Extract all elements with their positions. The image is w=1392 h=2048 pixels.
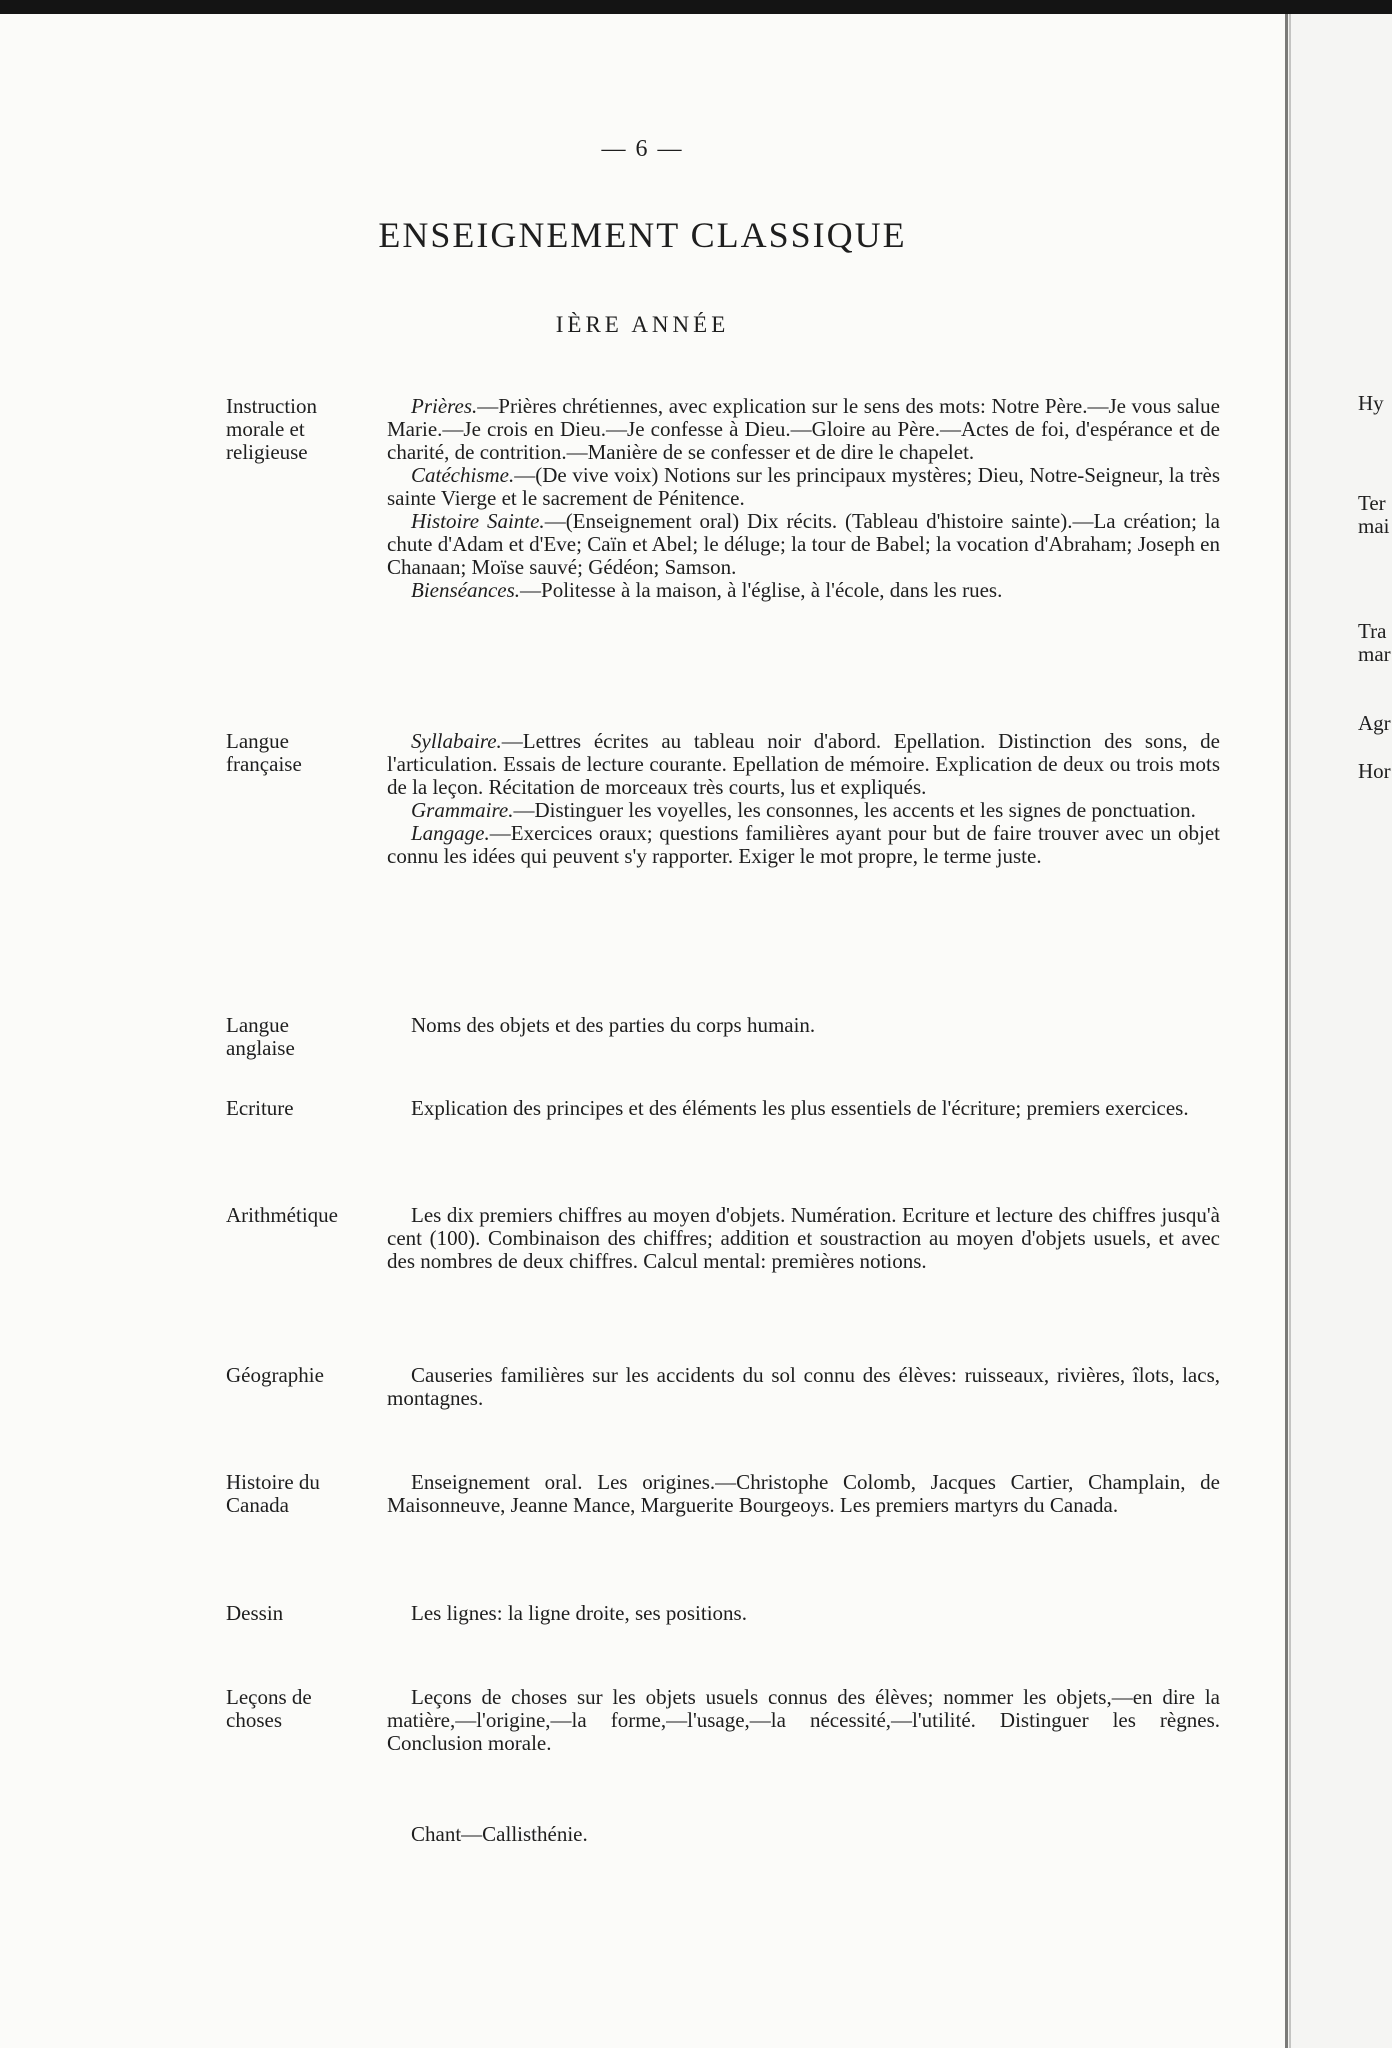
subject-body bbox=[387, 395, 1220, 602]
subject-body bbox=[387, 1097, 1220, 1120]
edge-word: Hy bbox=[1358, 391, 1384, 415]
paragraph-text: —Distinguer les voyelles, les consonnes, les accents et les signes de ponctuation. bbox=[513, 798, 1196, 822]
paragraph bbox=[387, 1823, 1220, 1846]
paragraph bbox=[387, 1364, 1220, 1410]
subject-body bbox=[387, 1014, 1220, 1037]
paragraph bbox=[387, 1686, 1220, 1755]
subject-name: Géographie bbox=[226, 1363, 324, 1387]
paragraph bbox=[387, 1014, 1220, 1037]
subject-name: Leçons de choses bbox=[226, 1685, 312, 1732]
paragraph-text: Enseignement oral. Les origines.—Christophe Colomb, Jacques Cartier, Champlain, de Maisonneuve, Jeanne Mance, Marguerite Bourgeoys. Les premiers martyrs du Canada. bbox=[387, 1470, 1220, 1517]
paragraph-text: Les lignes: la ligne droite, ses positions. bbox=[411, 1601, 747, 1625]
edge-word: Agr bbox=[1358, 711, 1391, 735]
paragraph bbox=[387, 822, 1220, 868]
paragraph-text: Explication des principes et des éléments les plus essentiels de l'écriture; premiers exercices. bbox=[411, 1096, 1189, 1120]
subject-body bbox=[387, 730, 1220, 868]
paragraph-lead: Langage. bbox=[411, 821, 490, 845]
subject-name: Dessin bbox=[226, 1601, 284, 1625]
paragraph bbox=[387, 1204, 1220, 1273]
subject-body bbox=[387, 1823, 1220, 1846]
subject-name: Arithmétique bbox=[226, 1203, 338, 1227]
document-page bbox=[0, 14, 1285, 2048]
subject-name: Langue française bbox=[226, 729, 302, 776]
paragraph-text: Les dix premiers chiffres au moyen d'objets. Numération. Ecriture et lecture des chiffres jusqu'à cent (100). Combinaison des chiffres; addition et soustraction au moyen d'objets usuels, et avec des nombres de deux chiffres. Calcul mental: premières notions. bbox=[387, 1203, 1220, 1273]
paragraph-text: Chant—Callisthénie. bbox=[411, 1822, 588, 1846]
paragraph-lead: Bienséances. bbox=[411, 578, 521, 602]
edge-word: Hor bbox=[1358, 759, 1391, 783]
paragraph-text: Causeries familières sur les accidents du sol connu des élèves: ruisseaux, rivières, îlots, lacs, montagnes. bbox=[387, 1363, 1220, 1410]
paragraph-text: —Politesse à la maison, à l'église, à l'école, dans les rues. bbox=[520, 578, 1003, 602]
paragraph bbox=[387, 395, 1220, 464]
scan-top-border bbox=[0, 0, 1392, 14]
paragraph-lead: Catéchisme. bbox=[411, 463, 515, 487]
paragraph bbox=[387, 510, 1220, 579]
paragraph-text: —(De vive voix) Notions sur les principaux mystères; Dieu, Notre-Seigneur, la très sainte Vierge et le sacrement de Pénitence. bbox=[387, 463, 1220, 510]
paragraph bbox=[387, 730, 1220, 799]
subject-name: Langue anglaise bbox=[226, 1013, 295, 1060]
paragraph-lead: Syllabaire. bbox=[411, 729, 502, 753]
subject-body bbox=[387, 1471, 1220, 1517]
next-page-edge bbox=[1291, 14, 1392, 2048]
page-gutter bbox=[1285, 14, 1288, 2048]
paragraph bbox=[387, 1602, 1220, 1625]
edge-word: Tra mar bbox=[1358, 619, 1391, 666]
paragraph-lead: Histoire Sainte. bbox=[411, 509, 545, 533]
paragraph bbox=[387, 799, 1220, 822]
subject-body bbox=[387, 1686, 1220, 1755]
subject-name: Histoire du Canada bbox=[226, 1470, 320, 1517]
paragraph-text: —Prières chrétiennes, avec explication sur le sens des mots: Notre Père.—Je vous salue Marie.—Je crois en Dieu.—Je confesse à Dieu.—Gloire au Père.—Actes de foi, d'espérance et de charité, de contrition.—Manière de se confesser et de dire le chapelet. bbox=[387, 394, 1220, 464]
page-number: — 6 — bbox=[601, 136, 684, 162]
paragraph-text: —Lettres écrites au tableau noir d'abord. Epellation. Distinction des sons, de l'articulation. Essais de lecture courante. Epellation de mémoire. Explication de deux ou trois mots de la leçon. Récitation de morceaux très courts, lus et expliqués. bbox=[387, 729, 1220, 799]
paragraph-lead: Grammaire. bbox=[411, 798, 514, 822]
paragraph-lead: Prières. bbox=[411, 394, 478, 418]
paragraph bbox=[387, 1097, 1220, 1120]
edge-word: Ter mai bbox=[1358, 491, 1390, 538]
paragraph-text: —Exercices oraux; questions familières ayant pour but de faire trouver avec un objet connu les idées qui peuvent s'y rapporter. Exiger le mot propre, le terme juste. bbox=[387, 821, 1220, 868]
paragraph-text: —(Enseignement oral) Dix récits. (Tableau d'histoire sainte).—La création; la chute d'Adam et d'Eve; Caïn et Abel; le déluge; la tour de Babel; la vocation d'Abraham; Joseph en Chanaan; Moïse sauvé; Gédéon; Samson. bbox=[387, 509, 1220, 579]
paragraph bbox=[387, 579, 1220, 602]
subject-name: Ecriture bbox=[226, 1096, 294, 1120]
subject-body bbox=[387, 1602, 1220, 1625]
subject-name: Instruction morale et religieuse bbox=[226, 394, 317, 464]
paragraph bbox=[387, 464, 1220, 510]
section-title: IÈRE ANNÉE bbox=[555, 312, 730, 337]
subject-body bbox=[387, 1364, 1220, 1410]
page-title: ENSEIGNEMENT CLASSIQUE bbox=[378, 215, 907, 255]
subject-body bbox=[387, 1204, 1220, 1273]
paragraph bbox=[387, 1471, 1220, 1517]
paragraph-text: Leçons de choses sur les objets usuels connus des élèves; nommer les objets,—en dire la matière,—l'origine,—la forme,—l'usage,—la nécessité,—l'utilité. Distinguer les règnes. Conclusion morale. bbox=[387, 1685, 1220, 1755]
paragraph-text: Noms des objets et des parties du corps humain. bbox=[411, 1013, 816, 1037]
